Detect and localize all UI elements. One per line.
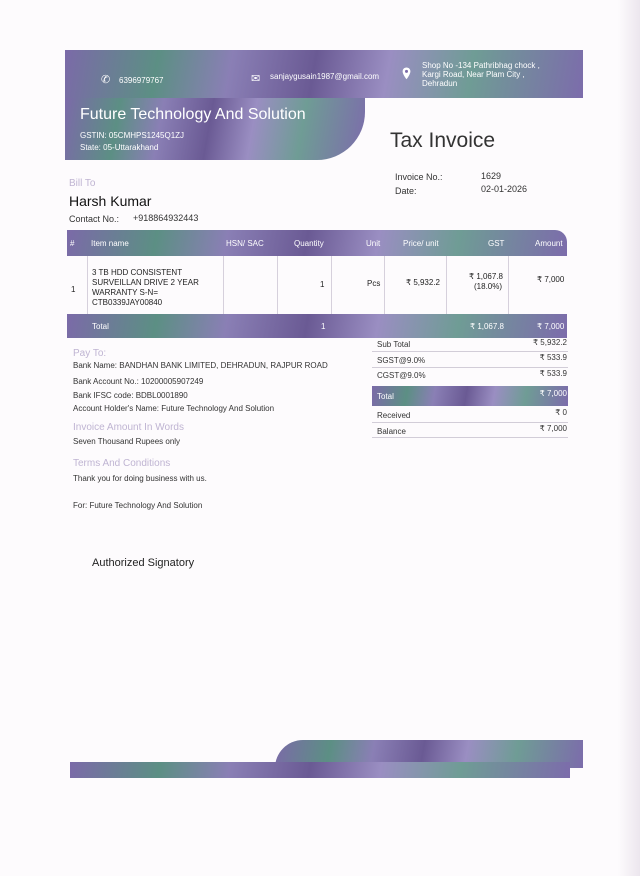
row-item-line-2: SURVEILLAN DRIVE 2 YEAR <box>92 278 199 287</box>
total-row-quantity: 1 <box>321 322 326 331</box>
sub-total-label: Sub Total <box>377 340 411 349</box>
header-address-line-3: Dehradun <box>422 79 458 88</box>
bank-name: Bank Name: BANDHAN BANK LIMITED, DEHRADUN, RAJPUR ROAD <box>73 361 328 370</box>
balance-label: Balance <box>377 427 406 436</box>
row-unit: Pcs <box>367 279 381 288</box>
table-divider <box>331 256 332 314</box>
terms-label: Terms And Conditions <box>73 458 171 469</box>
header-email: sanjaygusain1987@gmail.com <box>270 72 380 81</box>
contact-label: Contact No.: <box>69 214 120 224</box>
footer-band <box>70 762 570 778</box>
customer-name: Harsh Kumar <box>69 193 152 209</box>
summary-divider <box>372 351 568 352</box>
contact-number: +918864932443 <box>133 213 199 223</box>
amount-in-words-label: Invoice Amount In Words <box>73 422 184 433</box>
header-phone: 6396979767 <box>119 76 164 85</box>
row-amount: ₹ 7,000 <box>537 275 565 284</box>
page-edge-shadow <box>618 0 640 876</box>
summary-total-value: ₹ 7,000 <box>539 389 567 398</box>
header-address-line-1: Shop No -134 Pathribhag chock , <box>422 61 540 70</box>
row-gst-rate: (18.0%) <box>474 282 503 291</box>
col-header-quantity: Quantity <box>294 239 324 248</box>
summary-total-label: Total <box>377 392 394 401</box>
col-header-index: # <box>70 239 75 248</box>
bill-to-label: Bill To <box>69 178 96 189</box>
table-divider <box>277 256 278 314</box>
col-header-hsn: HSN/ SAC <box>226 239 264 248</box>
table-divider <box>446 256 447 314</box>
bank-ifsc: Bank IFSC code: BDBL0001890 <box>73 391 188 400</box>
col-header-amount: Amount <box>535 239 563 248</box>
company-name: Future Technology And Solution <box>80 106 306 123</box>
row-item-line-4: CTB0339JAY00840 <box>92 298 163 307</box>
sgst-label: SGST@9.0% <box>377 356 426 365</box>
table-divider <box>384 256 385 314</box>
balance-value: ₹ 7,000 <box>539 424 567 433</box>
amount-in-words: Seven Thousand Rupees only <box>73 437 181 446</box>
table-divider <box>87 256 88 314</box>
bank-account-number: Bank Account No.: 10200005907249 <box>73 377 204 386</box>
sub-total-value: ₹ 5,932.2 <box>532 338 567 347</box>
for-company-line: For: Future Technology And Solution <box>73 501 203 510</box>
sgst-value: ₹ 533.9 <box>539 353 567 362</box>
total-row-label: Total <box>92 322 109 331</box>
company-gstin: GSTIN: 05CMHPS1245Q1ZJ <box>80 131 185 140</box>
row-quantity: 1 <box>320 280 325 289</box>
table-divider <box>223 256 224 314</box>
col-header-price: Price/ unit <box>403 239 439 248</box>
cgst-value: ₹ 533.9 <box>539 369 567 378</box>
phone-icon: ✆ <box>101 74 111 86</box>
row-item-line-1: 3 TB HDD CONSISTENT <box>92 268 183 277</box>
summary-total-band <box>372 386 568 406</box>
invoice-date: 02-01-2026 <box>481 184 528 194</box>
location-pin-icon <box>402 67 411 80</box>
row-price: ₹ 5,932.2 <box>406 278 441 287</box>
received-value: ₹ 0 <box>555 408 567 417</box>
col-header-item: Item name <box>91 239 129 248</box>
received-label: Received <box>377 411 411 420</box>
summary-divider <box>372 367 568 368</box>
row-index: 1 <box>71 285 76 294</box>
invoice-number: 1629 <box>481 171 502 181</box>
terms-text: Thank you for doing business with us. <box>73 474 207 483</box>
company-state: State: 05-Uttarakhand <box>80 143 159 152</box>
pay-to-label: Pay To: <box>73 348 107 359</box>
invoice-date-label: Date: <box>395 186 417 196</box>
row-gst: ₹ 1,067.8 <box>469 272 504 281</box>
invoice-number-label: Invoice No.: <box>395 172 443 182</box>
total-row-gst: ₹ 1,067.8 <box>470 322 505 331</box>
col-header-gst: GST <box>488 239 505 248</box>
col-header-unit: Unit <box>366 239 381 248</box>
authorized-signatory: Authorized Signatory <box>92 557 195 569</box>
summary-divider <box>372 437 568 438</box>
header-address-line-2: Kargi Road, Near Plam City , <box>422 70 525 79</box>
page-title: Tax Invoice <box>390 129 496 152</box>
table-divider <box>508 256 509 314</box>
total-row-amount: ₹ 7,000 <box>537 322 565 331</box>
cgst-label: CGST@9.0% <box>377 371 426 380</box>
account-holder: Account Holder's Name: Future Technology And Solution <box>73 404 275 413</box>
row-item-line-3: WARRANTY S-N= <box>92 288 159 297</box>
mail-icon: ✉ <box>251 73 261 85</box>
summary-divider <box>372 422 568 423</box>
